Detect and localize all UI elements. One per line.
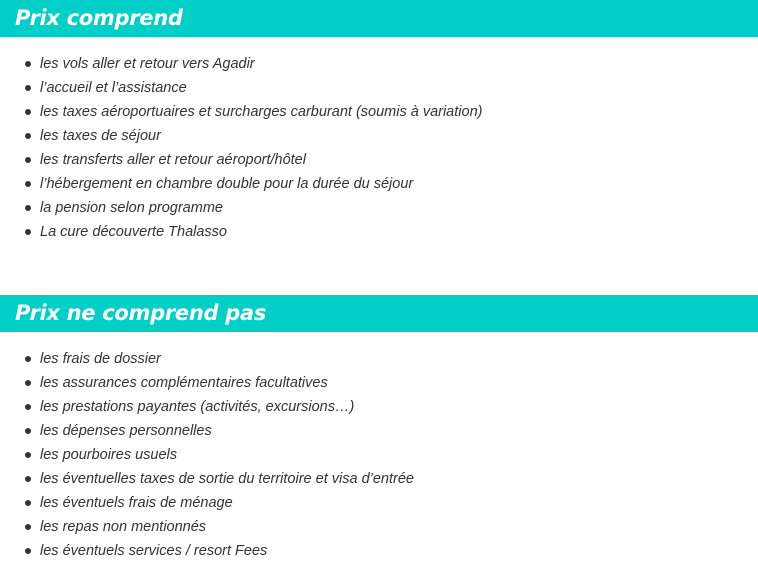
list-item xyxy=(0,220,758,244)
list-item-text: l’hébergement en chambre double pour la durée du séjour xyxy=(40,176,414,192)
list-item xyxy=(0,52,758,76)
list-item xyxy=(0,539,758,563)
list-item xyxy=(0,515,758,539)
list-item-text: les vols aller et retour vers Agadir xyxy=(40,56,255,72)
list-item xyxy=(0,124,758,148)
list-item-text: l’accueil et l’assistance xyxy=(40,80,187,96)
bullet-icon xyxy=(25,157,31,163)
list-item-text: La cure découverte Thalasso xyxy=(40,224,227,240)
list-item-text: les éventuels services / resort Fees xyxy=(40,543,268,559)
excluded-header-band xyxy=(0,295,758,332)
excluded-title: Prix ne comprend pas xyxy=(15,301,267,325)
list-item xyxy=(0,419,758,443)
bullet-icon xyxy=(25,229,31,235)
bullet-icon xyxy=(25,205,31,211)
list-item xyxy=(0,196,758,220)
included-header-band xyxy=(0,0,758,37)
bullet-icon xyxy=(25,181,31,187)
list-item-text: les éventuelles taxes de sortie du territoire et visa d’entrée xyxy=(40,471,414,487)
bullet-icon xyxy=(25,524,31,530)
list-item xyxy=(0,148,758,172)
list-item-text: les assurances complémentaires facultatives xyxy=(40,375,328,391)
bullet-icon xyxy=(25,85,31,91)
bullet-icon xyxy=(25,380,31,386)
list-item xyxy=(0,467,758,491)
excluded-list xyxy=(0,347,758,563)
bullet-icon xyxy=(25,548,31,554)
list-item-text: les éventuels frais de ménage xyxy=(40,495,233,511)
list-item-text: les dépenses personnelles xyxy=(40,423,212,439)
excluded-section xyxy=(0,295,758,332)
included-list xyxy=(0,52,758,244)
bullet-icon xyxy=(25,61,31,67)
list-item-text: les prestations payantes (activités, excursions…) xyxy=(40,399,355,415)
list-item-text: les pourboires usuels xyxy=(40,447,178,463)
bullet-icon xyxy=(25,476,31,482)
list-item-text: les repas non mentionnés xyxy=(40,519,207,535)
list-item-text: les taxes de séjour xyxy=(40,128,161,144)
list-item xyxy=(0,347,758,371)
list-item xyxy=(0,371,758,395)
bullet-icon xyxy=(25,356,31,362)
list-item xyxy=(0,100,758,124)
bullet-icon xyxy=(25,133,31,139)
bullet-icon xyxy=(25,404,31,410)
included-title: Prix comprend xyxy=(15,6,183,30)
included-section xyxy=(0,0,758,37)
list-item-text: la pension selon programme xyxy=(40,200,223,216)
list-item-text: les frais de dossier xyxy=(40,351,161,367)
list-item-text: les taxes aéroportuaires et surcharges carburant (soumis à variation) xyxy=(40,104,483,120)
list-item xyxy=(0,76,758,100)
list-item xyxy=(0,172,758,196)
list-item xyxy=(0,491,758,515)
list-item xyxy=(0,395,758,419)
bullet-icon xyxy=(25,428,31,434)
bullet-icon xyxy=(25,452,31,458)
bullet-icon xyxy=(25,109,31,115)
list-item xyxy=(0,443,758,467)
bullet-icon xyxy=(25,500,31,506)
list-item-text: les transferts aller et retour aéroport/hôtel xyxy=(40,152,306,168)
